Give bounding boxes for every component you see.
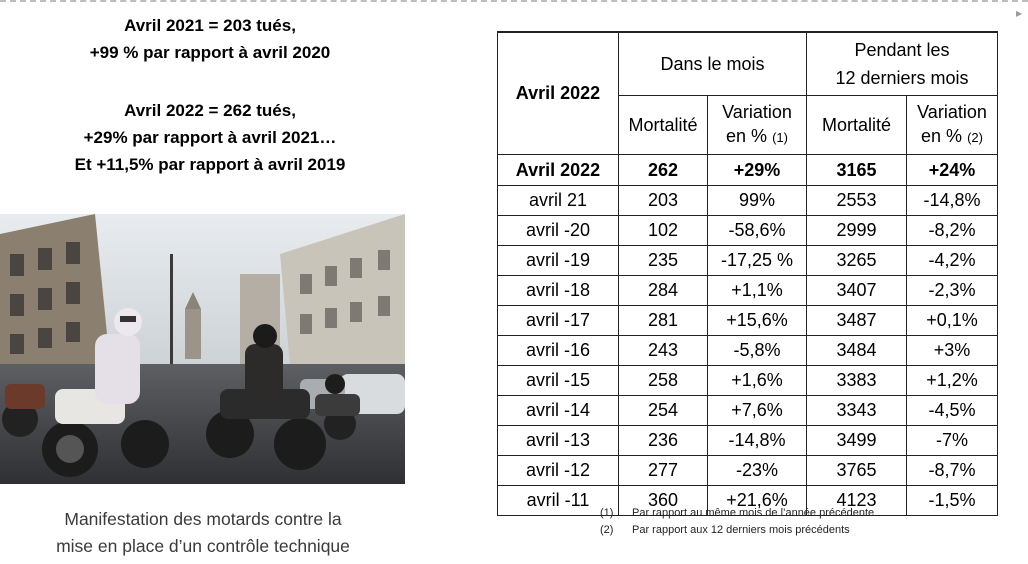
row-label: avril -15 [498,366,619,396]
table-row-highlight [498,155,998,186]
table-row [498,456,998,486]
headline-line: Avril 2021 = 203 tués, [124,16,296,35]
footnote-number: (1) [600,507,614,519]
group-header-12-months [807,32,998,96]
cell-variation-12m: -7% [907,426,998,456]
cell-mortalite-month: 203 [619,186,708,216]
table-row [498,426,998,456]
cell-variation-12m: -4,5% [907,396,998,426]
row-label: avril -11 [498,486,619,516]
cell-mortalite-12m: 3407 [807,276,907,306]
headline-2022 [0,97,420,178]
cell-variation-month: -58,6% [708,216,807,246]
mortality-table [497,31,998,516]
headline-2021 [0,12,420,66]
footnote [600,522,874,539]
cell-variation-month: +1,1% [708,276,807,306]
cell-variation-12m: +24% [907,155,998,186]
cell-mortalite-month: 281 [619,306,708,336]
cell-variation-12m: -8,2% [907,216,998,246]
footnote-text: Par rapport au même mois de l’année précédente [632,507,875,519]
cell-mortalite-12m: 3265 [807,246,907,276]
group-header-month: Dans le mois [619,32,807,96]
table-row [498,306,998,336]
footnote [600,505,874,522]
col-variation-unit: en % (2) [921,126,983,146]
footnote-text: Par rapport aux 12 derniers mois précédents [632,524,850,536]
row-label: avril -18 [498,276,619,306]
row-label: avril -13 [498,426,619,456]
cell-variation-12m: -2,3% [907,276,998,306]
cell-variation-month: +29% [708,155,807,186]
cell-mortalite-month: 235 [619,246,708,276]
row-label: avril -16 [498,336,619,366]
cell-mortalite-month: 243 [619,336,708,366]
cell-variation-12m: +0,1% [907,306,998,336]
cell-mortalite-month: 236 [619,426,708,456]
cell-mortalite-month: 102 [619,216,708,246]
cell-mortalite-month: 254 [619,396,708,426]
cell-variation-12m: +3% [907,336,998,366]
headline-line: +99 % par rapport à avril 2020 [89,43,331,62]
caption-line: mise en place d’un contrôle technique [56,536,350,556]
footnotes [600,505,874,539]
cell-mortalite-12m: 4123 [807,486,907,516]
header-row-1 [498,32,998,96]
col-variation-label: Variation [722,102,792,122]
photo-illustration [0,214,405,484]
headline-line: +29% par rapport à avril 2021… [83,128,337,147]
table-row [498,396,998,426]
cell-variation-12m: -1,5% [907,486,998,516]
cell-mortalite-12m: 3343 [807,396,907,426]
dashed-top-border [0,0,1028,2]
cell-mortalite-12m: 3383 [807,366,907,396]
cell-variation-month: 99% [708,186,807,216]
col-mortalite-12m: Mortalité [807,96,907,155]
row-label: avril -12 [498,456,619,486]
group-header-line: 12 derniers mois [835,68,969,88]
cell-variation-month: +7,6% [708,396,807,426]
cell-mortalite-month: 277 [619,456,708,486]
row-label: avril 21 [498,186,619,216]
cell-variation-month: +21,6% [708,486,807,516]
footnote-ref-1: (1) [772,130,788,145]
col-variation-unit: en % (1) [726,126,788,146]
table-row [498,276,998,306]
row-label: avril -17 [498,306,619,336]
table-row [498,186,998,216]
cell-mortalite-month: 360 [619,486,708,516]
table-row [498,216,998,246]
cell-variation-12m: +1,2% [907,366,998,396]
headline-line: Avril 2022 = 262 tués, [124,101,296,120]
cell-mortalite-12m: 3765 [807,456,907,486]
cell-mortalite-month: 284 [619,276,708,306]
cell-mortalite-month: 258 [619,366,708,396]
cell-variation-month: -17,25 % [708,246,807,276]
col-variation-month [708,96,807,155]
table-row [498,336,998,366]
col-mortalite-month: Mortalité [619,96,708,155]
table-row [498,246,998,276]
col-variation-label: Variation [917,102,987,122]
cell-variation-12m: -14,8% [907,186,998,216]
cell-mortalite-12m: 3499 [807,426,907,456]
caption-line: Manifestation des motards contre la [64,509,342,529]
footnote-number: (2) [600,524,614,536]
group-header-line: Pendant les [854,40,950,60]
cell-mortalite-month: 262 [619,155,708,186]
corner-header: Avril 2022 [498,32,619,155]
row-label: avril -19 [498,246,619,276]
cell-mortalite-12m: 2999 [807,216,907,246]
cell-mortalite-12m: 3484 [807,336,907,366]
cell-variation-month: +1,6% [708,366,807,396]
table-row [498,366,998,396]
corner-triangle-icon: ▸ [1015,6,1022,20]
cell-variation-month: -5,8% [708,336,807,366]
cell-mortalite-12m: 3487 [807,306,907,336]
row-label: avril -14 [498,396,619,426]
cell-variation-12m: -4,2% [907,246,998,276]
cell-mortalite-12m: 2553 [807,186,907,216]
row-label: Avril 2022 [498,155,619,186]
cell-variation-month: +15,6% [708,306,807,336]
motorcyclists-protest-photo [0,214,405,484]
row-label: avril -20 [498,216,619,246]
headline-line: Et +11,5% par rapport à avril 2019 [74,155,346,174]
cell-variation-12m: -8,7% [907,456,998,486]
cell-variation-month: -14,8% [708,426,807,456]
cell-variation-month: -23% [708,456,807,486]
col-variation-12m [907,96,998,155]
cell-mortalite-12m: 3165 [807,155,907,186]
footnote-ref-2: (2) [967,130,983,145]
photo-caption [18,506,388,560]
